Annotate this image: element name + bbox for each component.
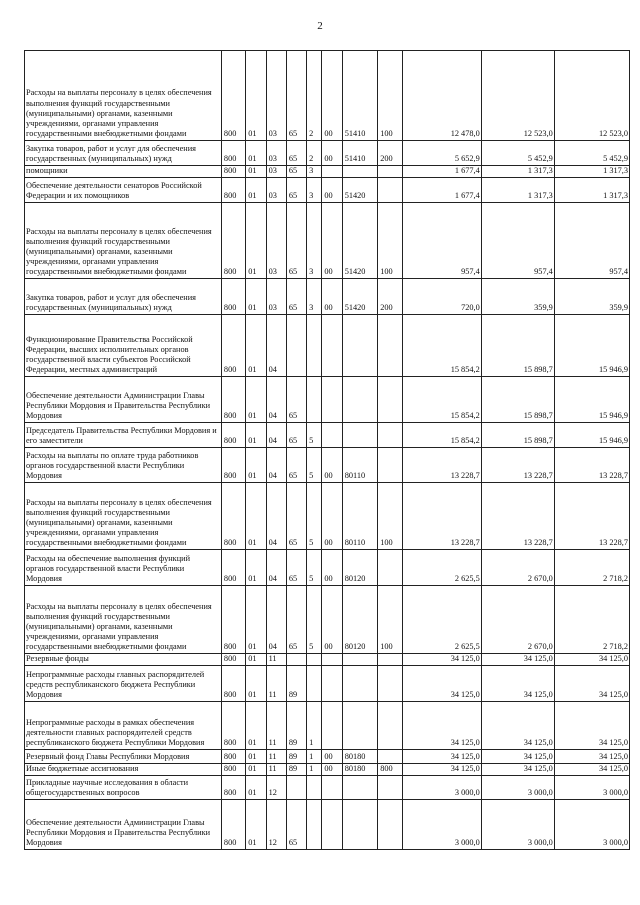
row-code <box>322 166 342 178</box>
row-code <box>378 666 402 702</box>
row-code: 5 <box>307 448 322 483</box>
row-code: 2 <box>307 51 322 141</box>
row-code: 01 <box>246 654 266 666</box>
row-amount: 15 854,2 <box>402 315 481 377</box>
row-code <box>378 702 402 750</box>
row-amount: 13 228,7 <box>554 448 629 483</box>
row-code: 01 <box>246 764 266 776</box>
row-code: 00 <box>322 448 342 483</box>
row-amount: 34 125,0 <box>481 654 554 666</box>
row-code: 65 <box>286 423 306 448</box>
row-amount: 1 677,4 <box>402 166 481 178</box>
row-code: 51410 <box>342 51 378 141</box>
row-code: 03 <box>266 141 286 166</box>
row-code: 51420 <box>342 203 378 279</box>
row-code: 1 <box>307 702 322 750</box>
row-amount: 34 125,0 <box>481 702 554 750</box>
row-amount: 34 125,0 <box>554 702 629 750</box>
row-amount: 34 125,0 <box>402 764 481 776</box>
row-code: 3 <box>307 203 322 279</box>
table-row <box>25 764 630 776</box>
row-code <box>342 423 378 448</box>
row-code: 800 <box>221 423 245 448</box>
row-code: 00 <box>322 750 342 764</box>
row-amount: 3 000,0 <box>481 800 554 850</box>
table-row <box>25 750 630 764</box>
row-amount: 34 125,0 <box>554 666 629 702</box>
row-code <box>378 377 402 423</box>
row-code: 800 <box>221 203 245 279</box>
row-code: 100 <box>378 203 402 279</box>
row-amount: 3 000,0 <box>402 800 481 850</box>
row-code <box>307 315 322 377</box>
row-amount: 3 000,0 <box>481 776 554 800</box>
row-amount: 34 125,0 <box>554 750 629 764</box>
row-code: 01 <box>246 178 266 203</box>
row-code: 00 <box>322 550 342 586</box>
row-code: 01 <box>246 586 266 654</box>
row-code: 65 <box>286 483 306 550</box>
row-code <box>286 776 306 800</box>
row-code: 5 <box>307 586 322 654</box>
row-amount: 15 854,2 <box>402 377 481 423</box>
row-name: Закупка товаров, работ и услуг для обеспечения государственных (муниципальных) нужд <box>25 141 222 166</box>
table-row <box>25 666 630 702</box>
row-code <box>307 776 322 800</box>
row-name: Расходы на выплаты персоналу в целях обеспечения выполнения функций государственными (муниципальными) органами, казенными учреждениями, органами управления государственными внебюджетными фондами <box>25 586 222 654</box>
row-name: Расходы на выплаты персоналу в целях обеспечения выполнения функций государственными (муниципальными) органами, казенными учреждениями, органами управления государственными внебюджетными фондами <box>25 203 222 279</box>
row-amount: 13 228,7 <box>402 483 481 550</box>
table-row <box>25 315 630 377</box>
row-code <box>378 423 402 448</box>
row-amount: 2 625,5 <box>402 550 481 586</box>
row-amount: 3 000,0 <box>554 800 629 850</box>
row-amount: 34 125,0 <box>402 666 481 702</box>
row-code: 5 <box>307 423 322 448</box>
row-code: 5 <box>307 483 322 550</box>
row-amount: 359,9 <box>481 279 554 315</box>
row-amount: 1 317,3 <box>481 166 554 178</box>
row-code <box>378 654 402 666</box>
row-name: Иные бюджетные ассигнования <box>25 764 222 776</box>
row-code: 80110 <box>342 483 378 550</box>
row-code: 2 <box>307 141 322 166</box>
row-code: 00 <box>322 586 342 654</box>
row-code: 80120 <box>342 550 378 586</box>
table-row <box>25 203 630 279</box>
table-row <box>25 776 630 800</box>
row-amount: 15 898,7 <box>481 423 554 448</box>
row-amount: 34 125,0 <box>554 764 629 776</box>
row-code <box>378 800 402 850</box>
row-code: 51410 <box>342 141 378 166</box>
row-amount: 13 228,7 <box>481 448 554 483</box>
row-code: 800 <box>221 51 245 141</box>
row-name: Расходы на выплаты персоналу в целях обеспечения выполнения функций государственными (муниципальными) органами, казенными учреждениями, органами управления государственными внебюджетными фондами <box>25 51 222 141</box>
row-code: 80180 <box>342 764 378 776</box>
row-name: Непрограммные расходы в рамках обеспечения деятельности главных распорядителей средств республиканского бюджета Республики Мордовия <box>25 702 222 750</box>
row-amount: 15 898,7 <box>481 377 554 423</box>
row-name: Непрограммные расходы главных распорядителей средств республиканского бюджета Республики Мордовия <box>25 666 222 702</box>
row-code <box>307 800 322 850</box>
row-code: 11 <box>266 654 286 666</box>
row-amount: 34 125,0 <box>481 764 554 776</box>
row-amount: 12 523,0 <box>481 51 554 141</box>
row-code: 00 <box>322 279 342 315</box>
row-code: 800 <box>221 750 245 764</box>
row-name: Резервный фонд Главы Республики Мордовия <box>25 750 222 764</box>
row-code <box>322 423 342 448</box>
row-code <box>322 800 342 850</box>
row-code <box>378 750 402 764</box>
table-row <box>25 654 630 666</box>
row-code: 01 <box>246 800 266 850</box>
row-code: 12 <box>266 776 286 800</box>
row-name: Резервные фонды <box>25 654 222 666</box>
row-code: 80110 <box>342 448 378 483</box>
row-code <box>322 702 342 750</box>
row-amount: 12 523,0 <box>554 51 629 141</box>
row-code: 01 <box>246 448 266 483</box>
row-code: 51420 <box>342 178 378 203</box>
row-code: 11 <box>266 750 286 764</box>
row-amount: 15 854,2 <box>402 423 481 448</box>
row-name: Расходы на выплаты по оплате труда работников органов государственной власти Республики Мордовия <box>25 448 222 483</box>
row-code <box>322 377 342 423</box>
budget-table-body <box>25 51 630 850</box>
row-amount: 1 677,4 <box>402 178 481 203</box>
row-code: 01 <box>246 423 266 448</box>
row-code: 89 <box>286 750 306 764</box>
row-amount: 1 317,3 <box>481 178 554 203</box>
row-code <box>322 315 342 377</box>
row-amount: 720,0 <box>402 279 481 315</box>
row-code: 01 <box>246 51 266 141</box>
row-name: Закупка товаров, работ и услуг для обеспечения государственных (муниципальных) нужд <box>25 279 222 315</box>
row-amount: 13 228,7 <box>554 483 629 550</box>
row-code: 5 <box>307 550 322 586</box>
row-code: 65 <box>286 203 306 279</box>
row-code <box>378 178 402 203</box>
table-row <box>25 702 630 750</box>
row-code: 800 <box>221 141 245 166</box>
row-code: 800 <box>378 764 402 776</box>
table-row <box>25 141 630 166</box>
row-code: 800 <box>221 448 245 483</box>
row-amount: 5 452,9 <box>481 141 554 166</box>
row-code: 01 <box>246 166 266 178</box>
row-code: 01 <box>246 702 266 750</box>
row-code: 04 <box>266 448 286 483</box>
row-code <box>322 776 342 800</box>
row-amount: 15 946,9 <box>554 315 629 377</box>
row-code: 01 <box>246 141 266 166</box>
row-code: 04 <box>266 423 286 448</box>
row-code: 800 <box>221 764 245 776</box>
row-code <box>307 666 322 702</box>
row-code: 65 <box>286 51 306 141</box>
row-code: 89 <box>286 666 306 702</box>
row-code: 3 <box>307 178 322 203</box>
row-code: 03 <box>266 51 286 141</box>
row-code: 01 <box>246 279 266 315</box>
row-code <box>342 315 378 377</box>
row-code: 65 <box>286 586 306 654</box>
row-code: 100 <box>378 483 402 550</box>
row-code: 800 <box>221 315 245 377</box>
row-amount: 359,9 <box>554 279 629 315</box>
row-code: 04 <box>266 483 286 550</box>
row-code: 01 <box>246 203 266 279</box>
row-name: Обеспечение деятельности сенаторов Российской Федерации и их помощников <box>25 178 222 203</box>
row-amount: 13 228,7 <box>481 483 554 550</box>
row-code: 00 <box>322 203 342 279</box>
row-amount: 2 625,5 <box>402 586 481 654</box>
row-code: 89 <box>286 764 306 776</box>
row-amount: 34 125,0 <box>481 750 554 764</box>
table-row <box>25 550 630 586</box>
row-code: 01 <box>246 776 266 800</box>
row-code: 12 <box>266 800 286 850</box>
row-code: 800 <box>221 550 245 586</box>
row-code: 3 <box>307 279 322 315</box>
row-code: 65 <box>286 550 306 586</box>
row-code: 65 <box>286 166 306 178</box>
row-code: 11 <box>266 764 286 776</box>
row-code: 03 <box>266 178 286 203</box>
row-code: 65 <box>286 377 306 423</box>
table-row <box>25 423 630 448</box>
row-code: 01 <box>246 550 266 586</box>
row-amount: 2 670,0 <box>481 550 554 586</box>
row-code <box>342 666 378 702</box>
row-code <box>342 702 378 750</box>
row-code: 800 <box>221 666 245 702</box>
row-code <box>342 377 378 423</box>
row-code: 89 <box>286 702 306 750</box>
row-name: Обеспечение деятельности Администрации Главы Республики Мордовия и Правительства Республики Мордовия <box>25 377 222 423</box>
row-code: 800 <box>221 279 245 315</box>
row-amount: 34 125,0 <box>481 666 554 702</box>
row-code <box>342 776 378 800</box>
row-code: 800 <box>221 377 245 423</box>
row-code: 80120 <box>342 586 378 654</box>
page-number: 2 <box>317 20 323 32</box>
row-amount: 34 125,0 <box>402 702 481 750</box>
row-amount: 34 125,0 <box>402 654 481 666</box>
table-row <box>25 800 630 850</box>
row-code: 1 <box>307 750 322 764</box>
row-code: 1 <box>307 764 322 776</box>
row-code <box>286 315 306 377</box>
row-code: 04 <box>266 550 286 586</box>
row-code: 80180 <box>342 750 378 764</box>
row-code <box>378 550 402 586</box>
row-name: Председатель Правительства Республики Мордовия и его заместители <box>25 423 222 448</box>
row-code <box>307 654 322 666</box>
row-code <box>307 377 322 423</box>
row-code: 03 <box>266 279 286 315</box>
row-code: 00 <box>322 764 342 776</box>
row-amount: 34 125,0 <box>554 654 629 666</box>
row-code <box>342 800 378 850</box>
budget-table <box>24 50 630 850</box>
row-code: 100 <box>378 51 402 141</box>
row-amount: 15 898,7 <box>481 315 554 377</box>
table-row <box>25 377 630 423</box>
row-code: 11 <box>266 666 286 702</box>
row-name: Прикладные научные исследования в области общегосударственных вопросов <box>25 776 222 800</box>
row-code <box>286 654 306 666</box>
row-code: 65 <box>286 800 306 850</box>
row-name: Обеспечение деятельности Администрации Главы Республики Мордовия и Правительства Республики Мордовия <box>25 800 222 850</box>
row-amount: 957,4 <box>402 203 481 279</box>
row-code: 01 <box>246 315 266 377</box>
row-code: 03 <box>266 203 286 279</box>
row-amount: 1 317,3 <box>554 178 629 203</box>
row-code: 04 <box>266 586 286 654</box>
row-code: 00 <box>322 483 342 550</box>
row-code: 200 <box>378 279 402 315</box>
row-amount: 5 652,9 <box>402 141 481 166</box>
row-code: 00 <box>322 178 342 203</box>
row-amount: 5 452,9 <box>554 141 629 166</box>
row-amount: 3 000,0 <box>402 776 481 800</box>
table-row <box>25 586 630 654</box>
row-code <box>322 666 342 702</box>
row-code: 65 <box>286 279 306 315</box>
row-code: 800 <box>221 178 245 203</box>
row-code: 01 <box>246 377 266 423</box>
row-code: 800 <box>221 586 245 654</box>
row-code <box>378 315 402 377</box>
row-code: 3 <box>307 166 322 178</box>
row-code: 100 <box>378 586 402 654</box>
row-code <box>378 448 402 483</box>
row-code: 800 <box>221 702 245 750</box>
row-code: 65 <box>286 448 306 483</box>
row-amount: 2 718,2 <box>554 550 629 586</box>
row-amount: 13 228,7 <box>402 448 481 483</box>
row-code: 04 <box>266 377 286 423</box>
table-row <box>25 279 630 315</box>
row-code: 01 <box>246 483 266 550</box>
row-code <box>342 166 378 178</box>
row-code: 65 <box>286 141 306 166</box>
row-code: 03 <box>266 166 286 178</box>
row-amount: 34 125,0 <box>402 750 481 764</box>
row-amount: 15 946,9 <box>554 423 629 448</box>
row-amount: 12 478,0 <box>402 51 481 141</box>
row-amount: 3 000,0 <box>554 776 629 800</box>
table-row <box>25 51 630 141</box>
row-amount: 957,4 <box>554 203 629 279</box>
row-code: 04 <box>266 315 286 377</box>
row-code: 800 <box>221 776 245 800</box>
row-code: 01 <box>246 666 266 702</box>
row-code: 00 <box>322 141 342 166</box>
table-row <box>25 166 630 178</box>
row-name: помощники <box>25 166 222 178</box>
row-amount: 957,4 <box>481 203 554 279</box>
row-code: 800 <box>221 166 245 178</box>
row-amount: 2 670,0 <box>481 586 554 654</box>
row-name: Расходы на обеспечение выполнения функций органов государственной власти Республики Мордовия <box>25 550 222 586</box>
table-row <box>25 448 630 483</box>
row-code <box>322 654 342 666</box>
row-name: Расходы на выплаты персоналу в целях обеспечения выполнения функций государственными (муниципальными) органами, казенными учреждениями, органами управления государственными внебюджетными фондами <box>25 483 222 550</box>
table-row <box>25 178 630 203</box>
row-code <box>342 654 378 666</box>
row-code: 00 <box>322 51 342 141</box>
row-code: 800 <box>221 483 245 550</box>
row-code <box>378 166 402 178</box>
row-code: 65 <box>286 178 306 203</box>
row-code: 200 <box>378 141 402 166</box>
row-code: 01 <box>246 750 266 764</box>
row-amount: 2 718,2 <box>554 586 629 654</box>
row-code: 11 <box>266 702 286 750</box>
row-code: 800 <box>221 654 245 666</box>
row-name: Функционирование Правительства Российской Федерации, высших исполнительных органов государственной власти субъектов Российской Федерации, местных администраций <box>25 315 222 377</box>
row-amount: 15 946,9 <box>554 377 629 423</box>
row-amount: 1 317,3 <box>554 166 629 178</box>
row-code <box>378 776 402 800</box>
table-row <box>25 483 630 550</box>
row-code: 800 <box>221 800 245 850</box>
row-code: 51420 <box>342 279 378 315</box>
